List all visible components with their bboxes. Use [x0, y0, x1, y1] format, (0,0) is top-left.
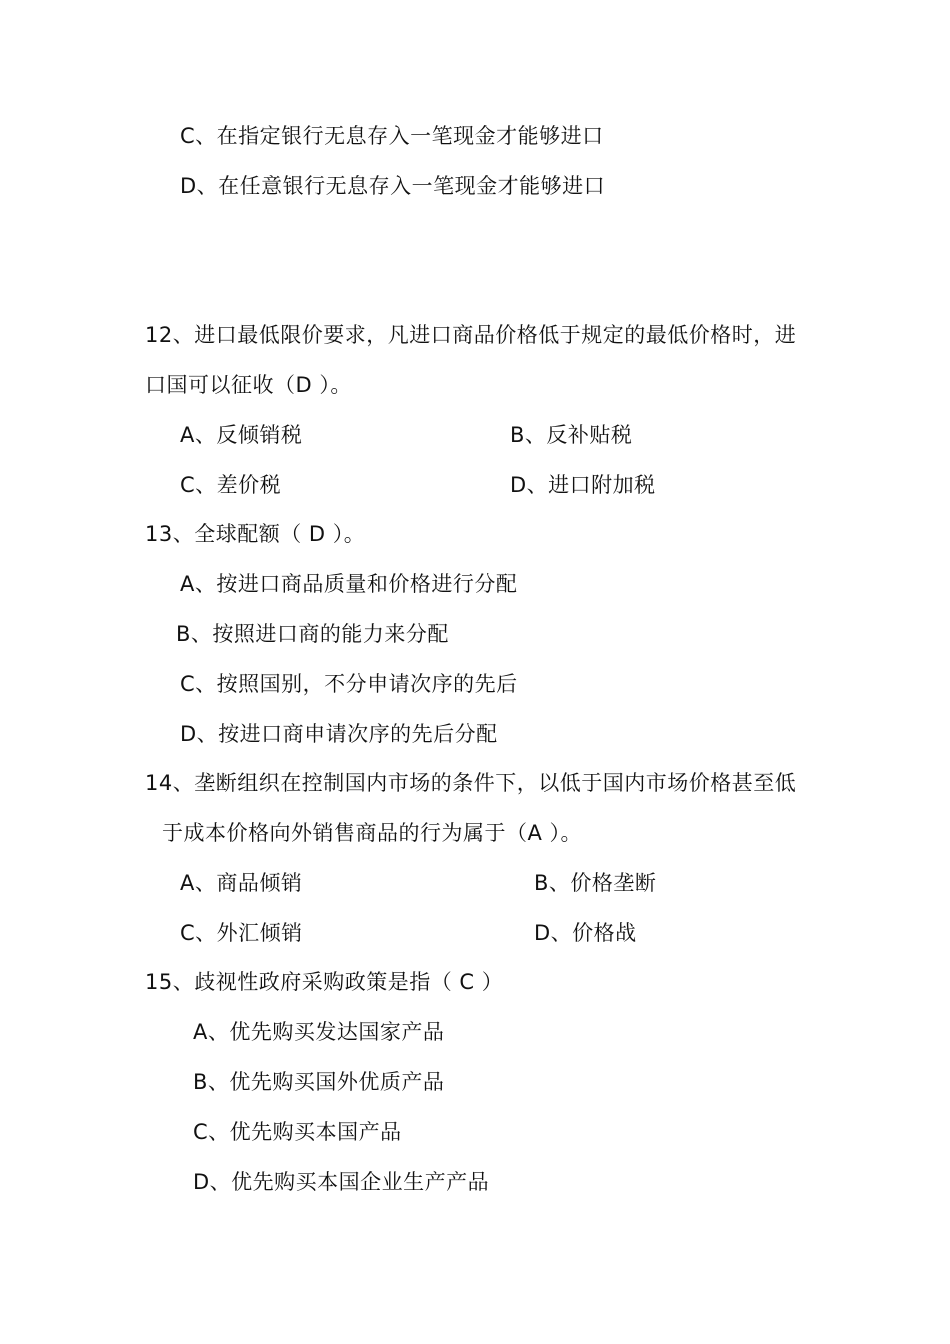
- q15-option-b: B、优先购买国外优质产品: [193, 1070, 445, 1094]
- q12-option-b: B、反补贴税: [510, 423, 633, 447]
- q14-stem-line2: 于成本价格向外销售商品的行为属于（A ）。: [162, 821, 583, 845]
- q14-option-a: A、商品倾销: [180, 871, 303, 895]
- q15-option-d: D、优先购买本国企业生产产品: [193, 1170, 490, 1194]
- option-d-prev: D、在任意银行无息存入一笔现金才能够进口: [180, 174, 606, 198]
- q13-option-b: B、按照进口商的能力来分配: [176, 622, 449, 646]
- q12-option-a: A、反倾销税: [180, 423, 303, 447]
- q13-option-a: A、按进口商品质量和价格进行分配: [180, 572, 518, 596]
- q15-option-a: A、优先购买发达国家产品: [193, 1020, 445, 1044]
- q12-stem-line1: 12、进口最低限价要求，凡进口商品价格低于规定的最低价格时，进: [145, 323, 797, 347]
- q13-option-c: C、按照国别，不分申请次序的先后: [180, 672, 518, 696]
- q12-option-d: D、进口附加税: [510, 473, 656, 497]
- q14-option-c: C、外汇倾销: [180, 921, 303, 945]
- option-c-prev: C、在指定银行无息存入一笔现金才能够进口: [180, 124, 604, 148]
- q15-option-c: C、优先购买本国产品: [193, 1120, 402, 1144]
- q12-option-c: C、差价税: [180, 473, 282, 497]
- q15-stem: 15、歧视性政府采购政策是指（ C ）: [145, 970, 504, 994]
- q14-option-d: D、价格战: [534, 921, 637, 945]
- q14-stem-line1: 14、垄断组织在控制国内市场的条件下，以低于国内市场价格甚至低: [145, 771, 797, 795]
- q14-option-b: B、价格垄断: [534, 871, 657, 895]
- q12-stem-line2: 口国可以征收（D ）。: [145, 373, 352, 397]
- q13-stem: 13、全球配额（ D ）。: [145, 522, 366, 546]
- q13-option-d: D、按进口商申请次序的先后分配: [180, 722, 498, 746]
